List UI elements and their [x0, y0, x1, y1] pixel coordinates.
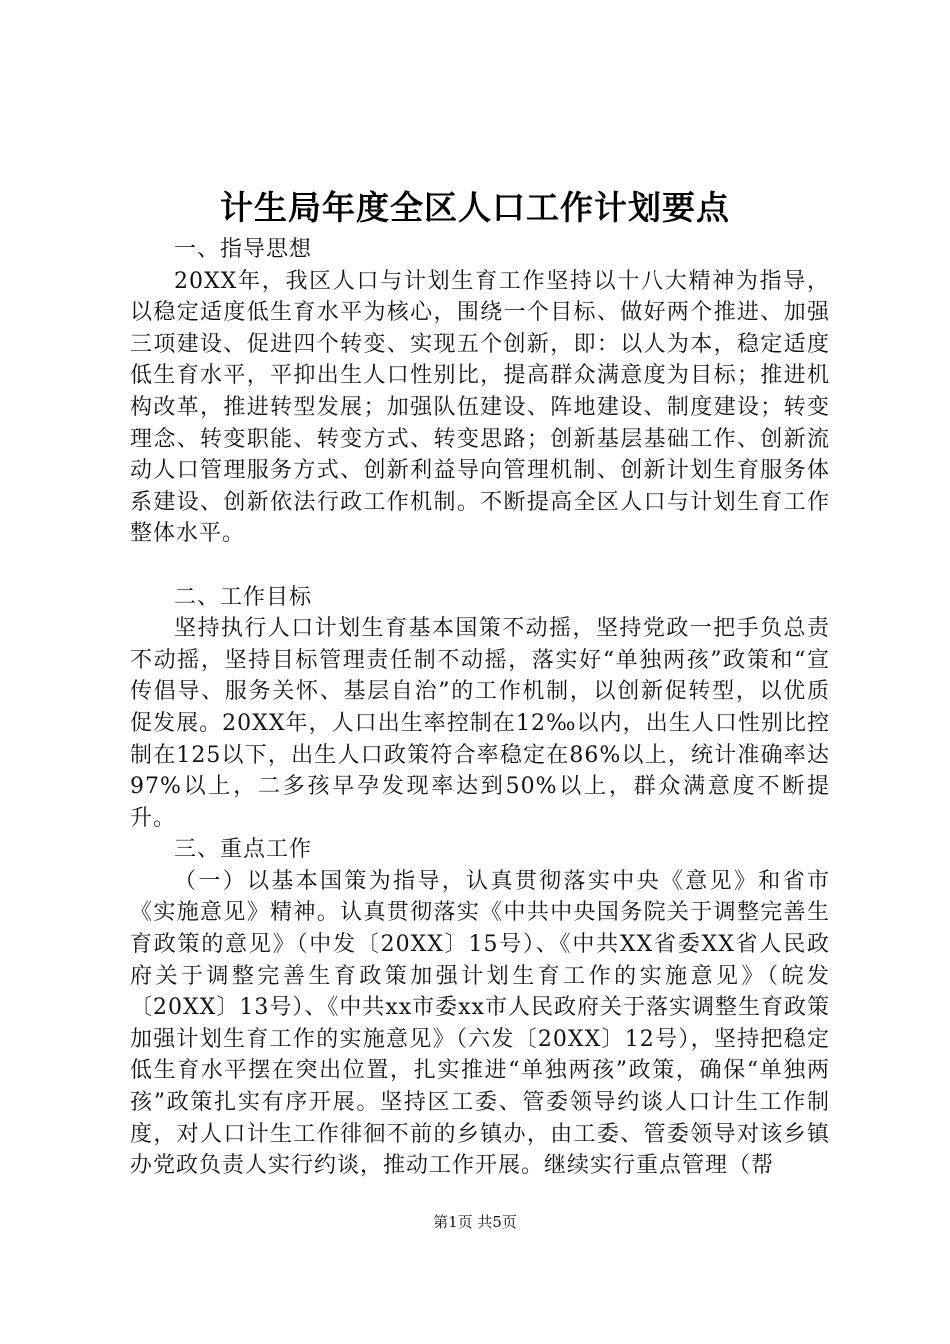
- paragraph-spacer: [130, 550, 830, 582]
- section-heading-work-goals: 二、工作目标: [174, 584, 313, 610]
- section-heading-guiding-ideology: 一、指导思想: [174, 237, 313, 262]
- section-heading-key-work: 三、重点工作: [174, 837, 313, 863]
- paragraph-guiding-ideology: 20XX年，我区人口与计划生育工作坚持以十八大精神为指导，以稳定适度低生育水平为核心，围绕一个目标、做好两个推进、加强三项建设、促进四个转变、实现五个创新，即：以人为本，稳定适度低生育水平，平抑出生人口性别比，提高群众满意度为目标；推进机构改革，推进转型发展；加强队伍建设、阵地建设、制度建设；转变理念、转变职能、转变方式、转变思路；创新基层基础工作、创新流动人口管理服务方式、创新利益导向管理机制、创新计划生育服务体系建设、创新依法行政工作机制。不断提高全区人口与计划生育工作整体水平。: [130, 268, 830, 547]
- document-title: 计生局年度全区人口工作计划要点: [220, 188, 730, 227]
- page-number-footer: 第1页 共5页: [433, 1213, 517, 1231]
- paragraph-work-goals: 坚持执行人口计划生育基本国策不动摇，坚持党政一把手负总责不动摇，坚持目标管理责任制不动摇，落实好“单独两孩”政策和“宣传倡导、服务关怀、基层自治”的工作机制，以创新促转型，以优质促发展。20XX年，人口出生率控制在12‰以内，出生人口性别比控制在125以下，出生人口政策符合率稳定在86%以上，统计准确率达97%以上，二多孩早孕发现率达到50%以上，群众满意度不断提升。: [130, 616, 830, 831]
- paragraph-key-work-1: （一）以基本国策为指导，认真贯彻落实中央《意见》和省市《实施意见》精神。认真贯彻落实《中共中央国务院关于调整完善生育政策的意见》（中发〔20XX〕15号）、《中共XX省委XX省人民政府关于调整完善生育政策加强计划生育工作的实施意见》（皖发〔20XX〕13号）、《中共xx市委xx市人民政府关于落实调整生育政策加强计划生育工作的实施意见》（六发〔20XX〕12号），坚持把稳定低生育水平摆在突出位置，扎实推进“单独两孩”政策，确保“单独两孩”政策扎实有序开展。坚持区工委、管委领导约谈人口计生工作制度，对人口计生工作徘徊不前的乡镇办，由工委、管委领导对该乡镇办党政负责人实行约谈，推动工作开展。继续实行重点管理（帮: [130, 868, 830, 1179]
- document-body: [130, 234, 830, 1182]
